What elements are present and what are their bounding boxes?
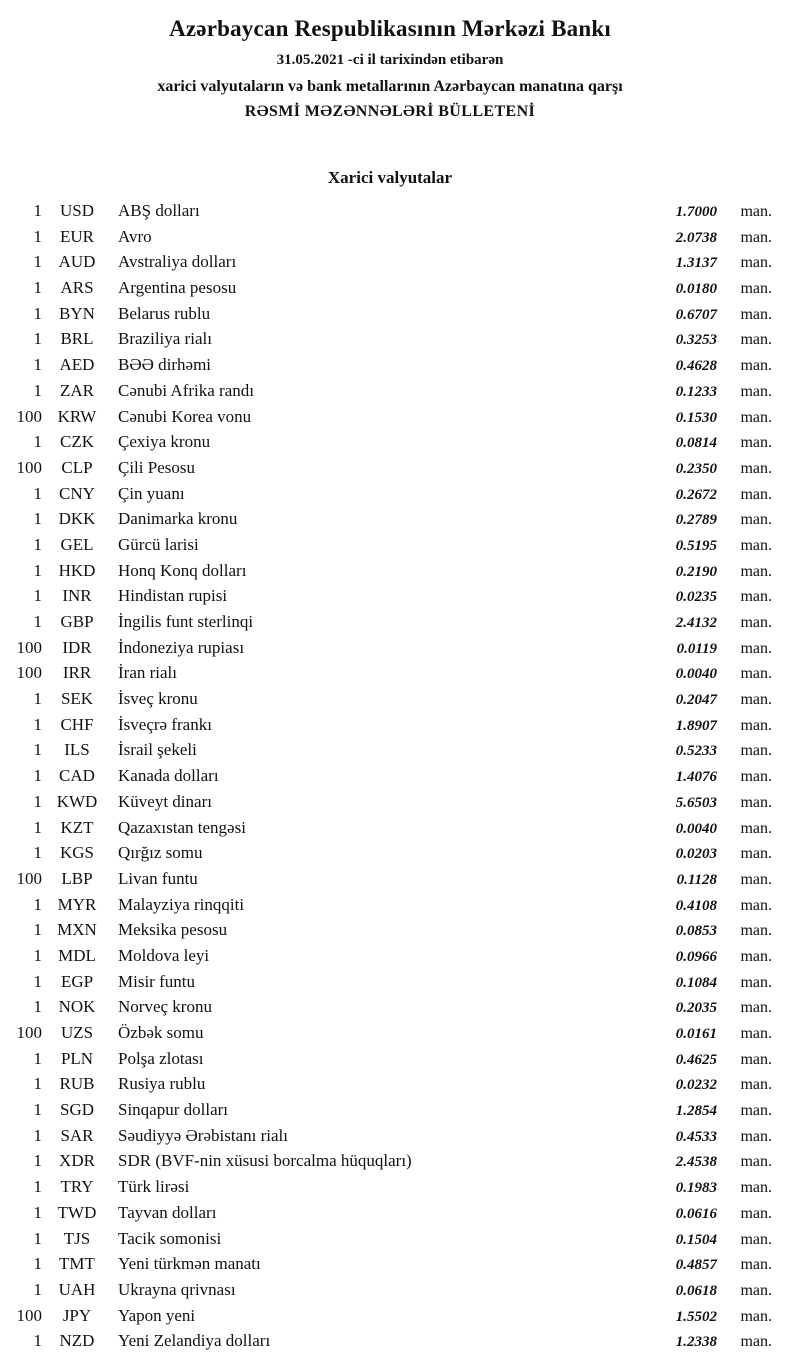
currency-row — [8, 558, 772, 584]
row-rate: 0.4108 — [675, 897, 717, 914]
row-code: CAD — [59, 766, 95, 786]
row-name: Tayvan dolları — [118, 1202, 217, 1222]
row-code: SGD — [59, 1100, 94, 1120]
row-unit: man. — [740, 588, 772, 606]
row-code: ARS — [60, 278, 94, 298]
row-name: Honq Konq dolları — [118, 560, 247, 580]
row-code: MDL — [58, 945, 96, 965]
row-name: Meksika pesosu — [118, 920, 228, 940]
row-nominal: 1 — [33, 1331, 42, 1351]
row-unit: man. — [740, 768, 772, 786]
row-name: Moldova leyi — [118, 945, 210, 965]
row-unit: man. — [740, 716, 772, 734]
row-unit: man. — [740, 819, 772, 837]
row-code: CNY — [59, 483, 95, 503]
row-nominal: 1 — [33, 1074, 42, 1094]
row-name: Yeni türkmən manatı — [118, 1254, 261, 1274]
row-name: Malayziya rinqqiti — [118, 894, 245, 914]
row-rate: 0.0040 — [675, 820, 717, 837]
row-code: MXN — [57, 920, 97, 940]
row-unit: man. — [740, 408, 772, 426]
row-name: Danimarka kronu — [118, 509, 238, 529]
row-rate: 1.4076 — [675, 769, 717, 786]
currency-row — [8, 1046, 772, 1072]
row-unit: man. — [740, 203, 772, 220]
row-name: Tacik somonisi — [118, 1228, 222, 1248]
row-name: İsveçrə frankı — [118, 714, 212, 734]
row-name: İsrail şekeli — [118, 740, 197, 760]
currency-row — [8, 224, 772, 250]
currency-row — [8, 943, 772, 969]
row-name: İndoneziya rupiası — [118, 637, 245, 657]
row-name: Qazaxıstan tengəsi — [118, 817, 246, 837]
row-unit: man. — [740, 614, 772, 631]
row-rate: 5.6503 — [675, 794, 717, 811]
row-nominal: 1 — [33, 201, 42, 220]
row-code: SAR — [60, 1125, 94, 1145]
header-bulletin-line: RƏSMİ MƏZƏNNƏLƏRİ BÜLLETENİ — [244, 103, 536, 120]
row-name: Cənubi Korea vonu — [118, 406, 252, 426]
row-name: İsveç kronu — [118, 689, 198, 709]
row-nominal: 1 — [33, 843, 42, 863]
row-unit: man. — [740, 485, 772, 503]
currency-row — [8, 198, 772, 224]
row-code: CZK — [60, 432, 94, 452]
row-unit: man. — [740, 845, 772, 863]
row-code: INR — [62, 586, 92, 606]
row-code: TMT — [59, 1254, 95, 1274]
row-rate: 0.1983 — [675, 1180, 717, 1197]
row-rate: 0.2190 — [675, 563, 717, 580]
currency-row — [8, 275, 772, 301]
row-code: UZS — [60, 1023, 94, 1042]
row-nominal: 100 — [16, 1305, 42, 1325]
row-code: CHF — [60, 714, 94, 734]
row-code: EGP — [60, 971, 94, 991]
header-subject-line: xarici valyutaların və bank metallarının Azərbaycan manatına qarşı — [157, 78, 623, 95]
row-unit: man. — [740, 973, 772, 991]
currency-row — [8, 1020, 772, 1046]
row-nominal: 1 — [33, 483, 42, 503]
row-unit: man. — [740, 536, 772, 554]
row-unit: man. — [740, 665, 772, 683]
row-rate: 0.0161 — [675, 1026, 717, 1042]
row-rate: 0.1233 — [675, 383, 717, 400]
row-nominal: 1 — [33, 1177, 42, 1197]
row-rate: 0.2047 — [675, 692, 717, 709]
currency-row — [8, 249, 772, 275]
currency-row — [8, 301, 772, 327]
row-nominal: 1 — [33, 252, 42, 272]
row-rate: 0.1128 — [676, 871, 717, 888]
row-nominal: 1 — [33, 278, 42, 298]
row-code: HKD — [58, 560, 96, 580]
row-rate: 1.5502 — [675, 1308, 717, 1325]
row-name: Norveç kronu — [118, 997, 212, 1017]
row-rate: 0.1530 — [675, 409, 717, 426]
row-rate: 0.2672 — [675, 486, 717, 503]
row-rate: 0.0232 — [675, 1077, 717, 1094]
row-name: Yapon yeni — [118, 1305, 196, 1325]
row-unit: man. — [740, 742, 772, 760]
row-code: RUB — [59, 1074, 95, 1094]
row-code: KZT — [60, 817, 94, 837]
row-name: Gürcü larisi — [118, 534, 199, 554]
row-name: Çili Pesosu — [118, 457, 195, 477]
currency-row — [8, 737, 772, 763]
row-code: TWD — [57, 1202, 97, 1222]
row-code: AED — [59, 355, 95, 375]
row-name: Belarus rublu — [118, 303, 211, 323]
row-rate: 0.4628 — [675, 358, 717, 375]
row-unit: man. — [740, 922, 772, 940]
row-name: Çexiya kronu — [118, 432, 211, 452]
currency-row — [8, 994, 772, 1020]
currency-row — [8, 583, 772, 609]
row-nominal: 1 — [33, 1279, 42, 1299]
row-nominal: 1 — [33, 534, 42, 554]
currency-row — [8, 532, 772, 558]
row-unit: man. — [740, 357, 772, 375]
row-nominal: 1 — [33, 1228, 42, 1248]
row-code: GEL — [60, 534, 94, 554]
row-code: EUR — [60, 226, 94, 246]
row-nominal: 1 — [33, 894, 42, 914]
row-nominal: 100 — [16, 663, 42, 683]
row-rate: 1.8907 — [675, 717, 717, 734]
row-nominal: 1 — [33, 740, 42, 760]
currency-row — [8, 1277, 772, 1303]
row-code: NZD — [59, 1331, 95, 1351]
row-rate: 0.0203 — [675, 846, 717, 863]
row-name: Sinqapur dolları — [118, 1100, 229, 1120]
row-rate: 0.0618 — [675, 1282, 717, 1299]
page-title: Azərbaycan Respublikasının Mərkəzi Bankı — [169, 16, 611, 41]
row-code: AUD — [58, 252, 96, 272]
currency-table — [8, 198, 772, 1354]
row-rate: 0.4533 — [675, 1128, 717, 1145]
row-rate: 0.4857 — [675, 1257, 717, 1274]
row-unit: man. — [740, 228, 772, 246]
row-nominal: 1 — [33, 714, 42, 734]
row-name: Çin yuanı — [118, 483, 185, 503]
currency-row — [8, 917, 772, 943]
row-nominal: 1 — [33, 920, 42, 940]
row-rate: 0.1084 — [675, 974, 717, 991]
row-unit: man. — [740, 280, 772, 298]
row-code: BYN — [59, 303, 95, 323]
row-rate: 0.2035 — [675, 1000, 717, 1017]
row-unit: man. — [740, 1307, 772, 1325]
row-name: Ukrayna qrivnası — [118, 1279, 236, 1299]
currency-row — [8, 378, 772, 404]
row-rate: 0.0616 — [675, 1205, 717, 1222]
row-code: UAH — [58, 1279, 96, 1299]
row-nominal: 1 — [33, 560, 42, 580]
row-name: Cənubi Afrika randı — [118, 380, 254, 400]
row-unit: man. — [740, 870, 772, 888]
row-name: Küveyt dinarı — [118, 791, 212, 811]
row-unit: man. — [740, 1025, 772, 1042]
row-code: ZAR — [60, 380, 94, 400]
row-unit: man. — [740, 254, 772, 272]
row-rate: 0.2789 — [675, 512, 717, 529]
currency-row — [8, 506, 772, 532]
row-unit: man. — [740, 331, 772, 349]
row-rate: 0.4625 — [675, 1051, 717, 1068]
row-unit: man. — [740, 896, 772, 914]
row-unit: man. — [740, 1127, 772, 1145]
row-nominal: 1 — [33, 1151, 42, 1171]
currency-row — [8, 1123, 772, 1149]
row-nominal: 1 — [33, 380, 42, 400]
row-nominal: 1 — [33, 689, 42, 709]
row-name: Səudiyyə Ərəbistanı rialı — [118, 1125, 288, 1145]
currency-row — [8, 609, 772, 635]
currency-row — [8, 892, 772, 918]
row-rate: 1.7000 — [675, 204, 717, 220]
currency-row — [8, 481, 772, 507]
row-code: KGS — [59, 843, 94, 863]
row-nominal: 1 — [33, 1048, 42, 1068]
row-name: Yeni Zelandiya dolları — [118, 1331, 271, 1351]
row-code: PLN — [60, 1048, 94, 1068]
currency-row — [8, 763, 772, 789]
row-unit: man. — [740, 511, 772, 529]
row-rate: 0.0119 — [676, 640, 717, 657]
row-name: Qırğız somu — [118, 843, 203, 863]
currency-row — [8, 1328, 772, 1354]
row-unit: man. — [740, 1179, 772, 1197]
row-code: CLP — [61, 457, 93, 477]
row-nominal: 1 — [33, 997, 42, 1017]
row-unit: man. — [740, 382, 772, 400]
row-nominal: 100 — [16, 637, 42, 657]
row-code: USD — [59, 201, 94, 220]
row-nominal: 1 — [33, 945, 42, 965]
currency-row — [8, 1303, 772, 1329]
currency-row — [8, 455, 772, 481]
row-unit: man. — [740, 639, 772, 657]
row-nominal: 1 — [33, 817, 42, 837]
row-nominal: 1 — [33, 586, 42, 606]
section-title: Xarici valyutalar — [327, 168, 453, 187]
row-rate: 1.2854 — [675, 1103, 717, 1120]
row-rate: 0.0040 — [675, 666, 717, 683]
row-rate: 0.0235 — [675, 589, 717, 606]
row-name: Kanada dolları — [118, 766, 219, 786]
currency-row — [8, 866, 772, 892]
row-unit: man. — [740, 1230, 772, 1248]
row-nominal: 1 — [33, 226, 42, 246]
row-code: DKK — [58, 509, 96, 529]
currency-row — [8, 1226, 772, 1252]
row-rate: 0.1504 — [675, 1231, 717, 1248]
row-name: SDR (BVF-nin xüsusi borcalma hüquqları) — [118, 1151, 412, 1171]
row-code: ILS — [64, 740, 90, 760]
row-unit: man. — [740, 1333, 772, 1351]
row-nominal: 1 — [33, 1202, 42, 1222]
row-unit: man. — [740, 562, 772, 580]
row-name: İngilis funt sterlinqi — [118, 612, 254, 631]
row-name: Özbək somu — [118, 1023, 204, 1042]
currency-row — [8, 635, 772, 661]
row-code: KRW — [57, 406, 97, 426]
currency-row — [8, 352, 772, 378]
row-unit: man. — [740, 1102, 772, 1120]
row-unit: man. — [740, 999, 772, 1017]
row-name: Braziliya rialı — [118, 329, 212, 349]
row-rate: 2.4538 — [675, 1154, 717, 1171]
row-nominal: 1 — [33, 1100, 42, 1120]
row-nominal: 1 — [33, 329, 42, 349]
row-rate: 0.6707 — [675, 306, 717, 323]
row-name: BƏƏ dirhəmi — [118, 355, 212, 375]
row-unit: man. — [740, 793, 772, 811]
currency-row — [8, 1071, 772, 1097]
row-rate: 0.2350 — [675, 460, 717, 477]
row-name: Misir funtu — [118, 971, 195, 991]
row-rate: 0.5233 — [675, 743, 717, 760]
row-unit: man. — [740, 1050, 772, 1068]
row-nominal: 1 — [33, 509, 42, 529]
row-name: Türk lirəsi — [118, 1177, 190, 1197]
row-name: Avstraliya dolları — [118, 252, 237, 272]
row-nominal: 1 — [33, 1125, 42, 1145]
row-nominal: 100 — [16, 868, 42, 888]
row-rate: 2.4132 — [675, 615, 717, 631]
row-nominal: 1 — [33, 971, 42, 991]
header-date-line: 31.05.2021 -ci il tarixindən etibarən — [276, 52, 504, 68]
row-code: NOK — [58, 997, 96, 1017]
row-code: TJS — [63, 1228, 91, 1248]
row-unit: man. — [740, 305, 772, 323]
bulletin-header — [8, 16, 772, 121]
row-code: IRR — [62, 663, 92, 683]
row-name: Hindistan rupisi — [118, 586, 228, 606]
row-unit: man. — [740, 434, 772, 452]
currency-row — [8, 326, 772, 352]
row-code: TRY — [60, 1177, 94, 1197]
row-nominal: 1 — [33, 1254, 42, 1274]
currency-row — [8, 712, 772, 738]
row-code: SEK — [60, 689, 94, 709]
currency-row — [8, 404, 772, 430]
row-name: Livan funtu — [118, 868, 198, 888]
row-code: IDR — [62, 637, 92, 657]
row-code: LBP — [61, 868, 93, 888]
row-rate: 2.0738 — [675, 229, 717, 246]
row-nominal: 100 — [16, 406, 42, 426]
currency-row — [8, 1174, 772, 1200]
row-unit: man. — [740, 1076, 772, 1094]
row-unit: man. — [740, 947, 772, 965]
row-code: BRL — [60, 329, 94, 349]
row-rate: 0.0966 — [675, 948, 717, 965]
row-name: Polşa zlotası — [118, 1048, 204, 1068]
row-rate: 0.0853 — [675, 923, 717, 940]
row-unit: man. — [740, 1256, 772, 1274]
row-nominal: 1 — [33, 432, 42, 452]
row-rate: 1.2338 — [675, 1334, 717, 1351]
row-code: XDR — [59, 1151, 95, 1171]
row-rate: 1.3137 — [675, 255, 717, 272]
currency-row — [8, 1251, 772, 1277]
currency-row — [8, 660, 772, 686]
row-name: Avro — [118, 226, 152, 246]
row-name: Rusiya rublu — [118, 1074, 206, 1094]
row-name: ABŞ dolları — [118, 201, 200, 220]
row-nominal: 1 — [33, 766, 42, 786]
row-nominal: 1 — [33, 612, 42, 631]
row-nominal: 100 — [16, 1023, 42, 1042]
row-nominal: 1 — [33, 791, 42, 811]
row-rate: 0.0814 — [675, 435, 717, 452]
row-nominal: 1 — [33, 303, 42, 323]
row-rate: 0.5195 — [675, 537, 717, 554]
row-code: JPY — [62, 1305, 92, 1325]
currency-row — [8, 815, 772, 841]
currency-row — [8, 1200, 772, 1226]
row-code: GBP — [60, 612, 94, 631]
row-code: MYR — [57, 894, 97, 914]
currency-row — [8, 789, 772, 815]
currency-row — [8, 686, 772, 712]
currency-row — [8, 1097, 772, 1123]
row-rate: 0.3253 — [675, 332, 717, 349]
currency-row — [8, 429, 772, 455]
row-code: KWD — [56, 791, 98, 811]
currency-row — [8, 969, 772, 995]
currency-row — [8, 840, 772, 866]
row-unit: man. — [740, 1153, 772, 1171]
row-unit: man. — [740, 1204, 772, 1222]
row-nominal: 1 — [33, 355, 42, 375]
row-nominal: 100 — [16, 457, 42, 477]
row-unit: man. — [740, 1281, 772, 1299]
row-rate: 0.0180 — [675, 281, 717, 298]
row-unit: man. — [740, 459, 772, 477]
currency-row — [8, 1148, 772, 1174]
row-name: Argentina pesosu — [118, 278, 237, 298]
row-unit: man. — [740, 691, 772, 709]
row-name: İran rialı — [118, 663, 177, 683]
